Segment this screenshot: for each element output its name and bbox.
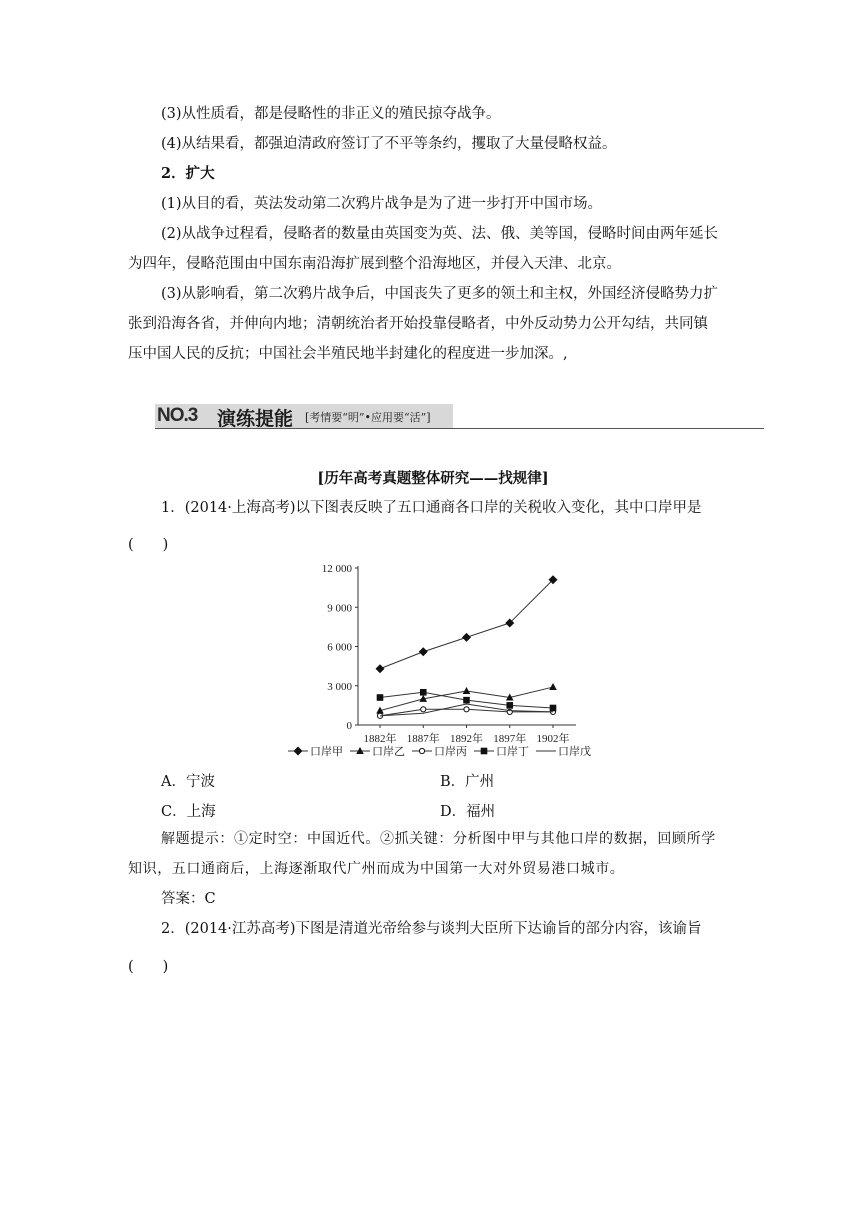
x-tick-label: 1882年 xyxy=(363,733,397,745)
y-tick-label: 6 000 xyxy=(327,641,352,654)
data-point-series-1 xyxy=(419,647,428,656)
text-expand-item-3-line-1: (3)从影响看，第二次鸦片战争后，中国丧失了更多的领土和主权，外国经济侵略势力扩 xyxy=(161,286,719,302)
data-point-series-1 xyxy=(376,664,385,673)
legend-label-4: 口岸丁 xyxy=(496,746,529,758)
y-tick-label: 3 000 xyxy=(327,680,352,693)
answer-line: 答案：C xyxy=(161,891,216,907)
legend-label-2: 口岸乙 xyxy=(372,746,405,758)
option-d: D．福州 xyxy=(440,804,496,820)
x-tick-label: 1887年 xyxy=(406,733,440,745)
text-expand-item-3-line-2: 张到沿海各省，并伸向内地；清朝统治者开始投靠侵略者，中外反动势力公开勾结，共同镇 xyxy=(128,316,708,332)
option-a: A．宁波 xyxy=(161,774,215,790)
tariff-line-chart xyxy=(280,558,600,766)
x-tick-label: 1902年 xyxy=(536,733,570,745)
data-point-series-4 xyxy=(420,689,427,696)
series-line-1 xyxy=(380,580,553,669)
text-item-4: (4)从结果看，都强迫清政府签订了不平等条约，攫取了大量侵略权益。 xyxy=(161,136,617,152)
section-number: NO.3 xyxy=(157,405,198,426)
data-point-series-1 xyxy=(462,633,471,642)
y-tick-label: 12 000 xyxy=(321,563,352,575)
data-point-series-4 xyxy=(463,697,470,704)
text-expand-item-2-line-2: 为四年，侵略范围由中国东南沿海扩展到整个沿海地区，并侵入天津、北京。 xyxy=(128,256,621,272)
question-1-paren: ( ) xyxy=(128,537,169,553)
data-point-series-4 xyxy=(377,694,384,701)
y-tick-label: 0 xyxy=(346,720,352,732)
section-subtitle: [考情要“明”•应用要“活”] xyxy=(305,411,431,424)
legend-marker-4 xyxy=(481,748,488,755)
section-title: 演练提能 xyxy=(217,408,294,430)
x-tick-label: 1897年 xyxy=(493,733,527,745)
option-b: B．广州 xyxy=(440,774,495,790)
text-item-3: (3)从性质看，都是侵略性的非正义的殖民掠夺战争。 xyxy=(161,106,501,122)
legend-label-1: 口岸甲 xyxy=(310,746,343,758)
subsection-title: [历年高考真题整体研究——找规律] xyxy=(317,470,549,487)
text-expand-item-1: (1)从目的看，英法发动第二次鸦片战争是为了进一步打开中国市场。 xyxy=(161,196,603,212)
data-point-series-3 xyxy=(464,707,469,712)
section-banner xyxy=(155,402,764,429)
legend-marker-1 xyxy=(294,747,303,756)
text-expand-item-3-line-3: 压中国人民的反抗；中国社会半殖民地半封建化的程度进一步加深。, xyxy=(128,346,568,362)
legend-marker-3 xyxy=(419,748,424,753)
data-point-series-2 xyxy=(463,687,471,694)
question-2-stem: 2．(2014·江苏高考)下图是清道光帝给参与谈判大臣所下达谕旨的部分内容，该谕旨 xyxy=(161,921,702,937)
legend-label-5: 口岸戊 xyxy=(558,746,591,758)
text-expand-item-2-line-1: (2)从战争过程看，侵略者的数量由英国变为英、法、俄、美等国，侵略时间由两年延长 xyxy=(161,226,719,242)
legend-label-3: 口岸丙 xyxy=(434,746,467,758)
x-tick-label: 1892年 xyxy=(450,733,483,745)
section-banner-box xyxy=(155,404,453,428)
question-2-paren: ( ) xyxy=(128,959,169,975)
hint-line-1: 解题提示：①定时空：中国近代。②抓关键：分析图中甲与其他口岸的数据，回顾所学 xyxy=(161,831,716,847)
section-heading-expand: 2．扩大 xyxy=(161,165,215,182)
hint-line-2: 知识，五口通商后，上海逐渐取代广州而成为中国第一大对外贸易港口城市。 xyxy=(128,861,625,877)
data-point-series-3 xyxy=(421,707,426,712)
option-c: C．上海 xyxy=(161,804,216,820)
data-point-series-4 xyxy=(506,702,513,709)
data-point-series-4 xyxy=(550,705,557,712)
y-tick-label: 9 000 xyxy=(327,602,352,615)
question-1-stem: 1．(2014·上海高考)以下图表反映了五口通商各口岸的关税收入变化，其中口岸甲是 xyxy=(161,500,702,516)
data-point-series-2 xyxy=(549,683,557,690)
chart-svg xyxy=(280,558,600,766)
